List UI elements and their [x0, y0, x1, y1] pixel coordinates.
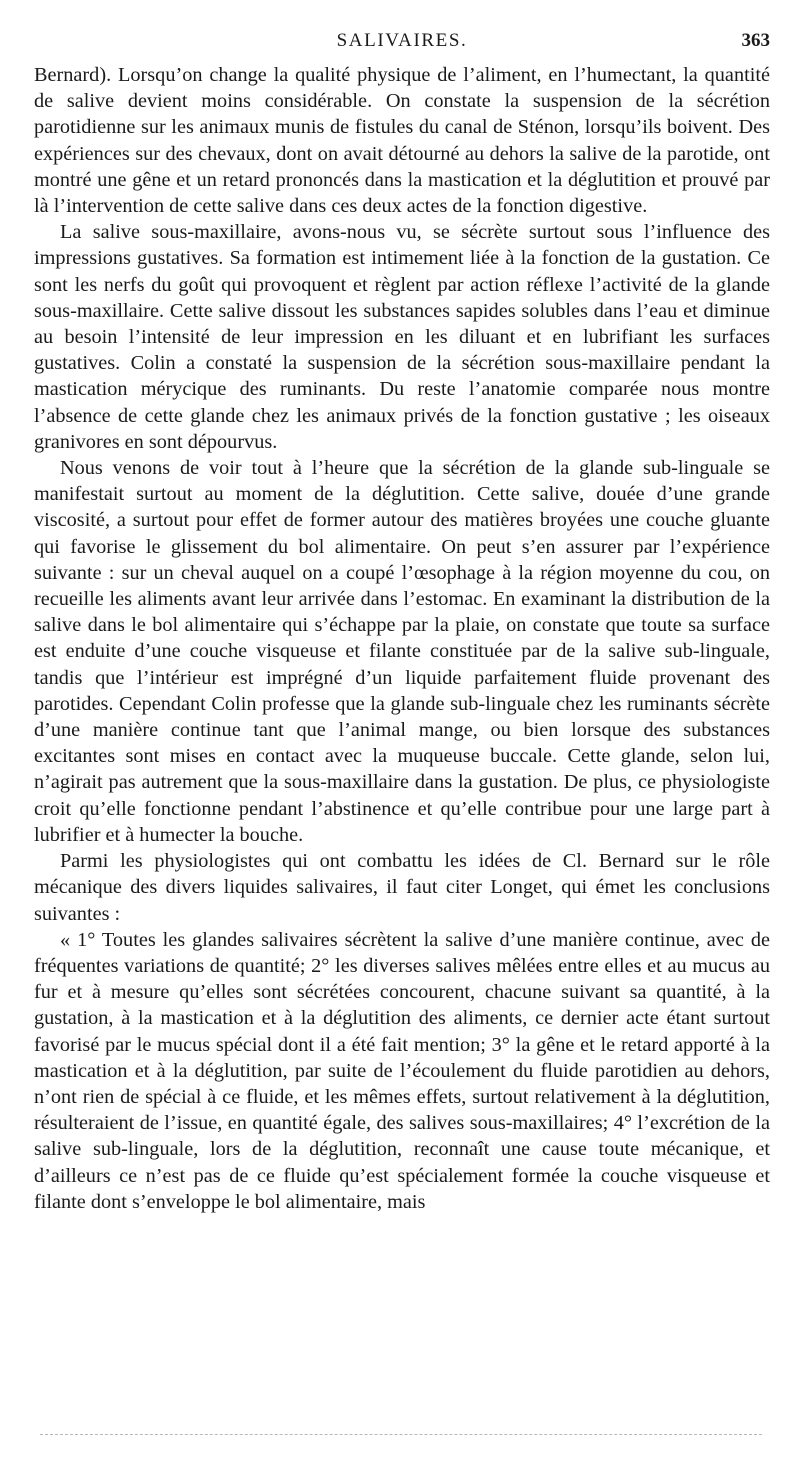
footer-rule [40, 1434, 762, 1435]
paragraph-longet-conclusions: « 1° Toutes les glandes salivaires sécrètent la salive d’une manière continue, avec de fréquentes variations de quantité; 2° les diverses salives mêlées entre elles et au mucus au fur et à mesure qu’elles sont sécrétées concourent, chacune suivant sa quantité, à la gustation, à la mastication et à la déglutition des aliments, ce dernier acte étant surtout favorisé par le mucus spécial dont il a été fait mention; 3° la gêne et le retard apporté à la mastication et à la déglutition, par suite de l’écoulement du fluide parotidien au dehors, n’ont rien de spécial à ce fluide, et les mêmes effets, surtout relativement à la déglutition, résulteraient de l’issue, en quantité égale, des salives sous-maxillaires; 4° l’excrétion de la salive sub-linguale, lors de la déglutition, reconnaît une cause toute mécanique, et d’ailleurs ce n’est pas de ce fluide qu’est spécialement formée la couche visqueuse et filante dont s’enveloppe le bol alimentaire, mais [34, 928, 770, 1213]
paragraph-continuation: Bernard). Lorsqu’on change la qualité physique de l’aliment, en l’humectant, la quantité de salive devient moins considérable. On constate la suspension de la sécrétion parotidienne sur les animaux munis de fistules du canal de Sténon, lorsqu’ils boivent. Des expériences sur des chevaux, dont on avait détourné au dehors la salive de la parotide, ont montré une gêne et un retard prononcés dans la mastication et la déglutition et prouvé par là l’intervention de cette salive dans ces deux actes de la fonction digestive. [34, 64, 770, 218]
paragraph-sous-maxillaire: La salive sous-maxillaire, avons-nous vu, se sécrète surtout sous l’influence des impressions gustatives. Sa formation est intimement liée à la fonction de la gustation. Ce sont les nerfs du goût qui provoquent et règlent par action réflexe l’activité de la glande sous-maxillaire. Cette salive dissout les substances sapides solubles dans l’eau et diminue au besoin l’intensité de leur impression en les diluant et en lubrifiant les surfaces gustatives. Colin a constaté la suspension de la sécrétion sous-maxillaire pendant la mastication mérycique des ruminants. Du reste l’anatomie comparée nous montre l’absence de cette glande chez les animaux privés de la fonction gustative ; les oiseaux granivores en sont dépourvus. [34, 221, 770, 453]
running-title: SALIVAIRES. [336, 30, 468, 51]
body-text [34, 62, 770, 1215]
paragraph-sub-linguale: Nous venons de voir tout à l’heure que la sécrétion de la glande sub-linguale se manifestait surtout au moment de la déglutition. Cette salive, douée d’une grande viscosité, a surtout pour effet de former autour des matières broyées une couche gluante qui favorise le glissement du bol alimentaire. On peut s’en assurer par l’expérience suivante : sur un cheval auquel on a coupé l’œsophage à la région moyenne du cou, on recueille les aliments avant leur arrivée dans l’estomac. En examinant la distribution de la salive dans le bol alimentaire qui s’échappe par la plaie, on constate que toute sa surface est enduite d’une couche visqueuse et filante constituée par de la salive sub-linguale, tandis que l’intérieur est imprégné d’un liquide parfaitement fluide provenant des parotides. Cependant Colin professe que la glande sub-linguale chez les ruminants sécrète d’une manière continue tant que l’animal mange, ou bien lorsque des substances excitantes sont mises en contact avec la muqueuse buccale. Cette glande, selon lui, n’agirait pas autrement que la sous-maxillaire dans la gustation. De plus, ce physiologiste croit qu’elle fonctionne pendant l’abstinence et qu’elle contribue pour une large part à lubrifier et à humecter la bouche. [34, 457, 770, 846]
page-number: 363 [741, 30, 770, 51]
page-header [34, 30, 770, 58]
paragraph-longet-intro: Parmi les physiologistes qui ont combattu les idées de Cl. Bernard sur le rôle mécanique des divers liquides salivaires, il faut citer Longet, qui émet les conclusions suivantes : [34, 850, 770, 925]
